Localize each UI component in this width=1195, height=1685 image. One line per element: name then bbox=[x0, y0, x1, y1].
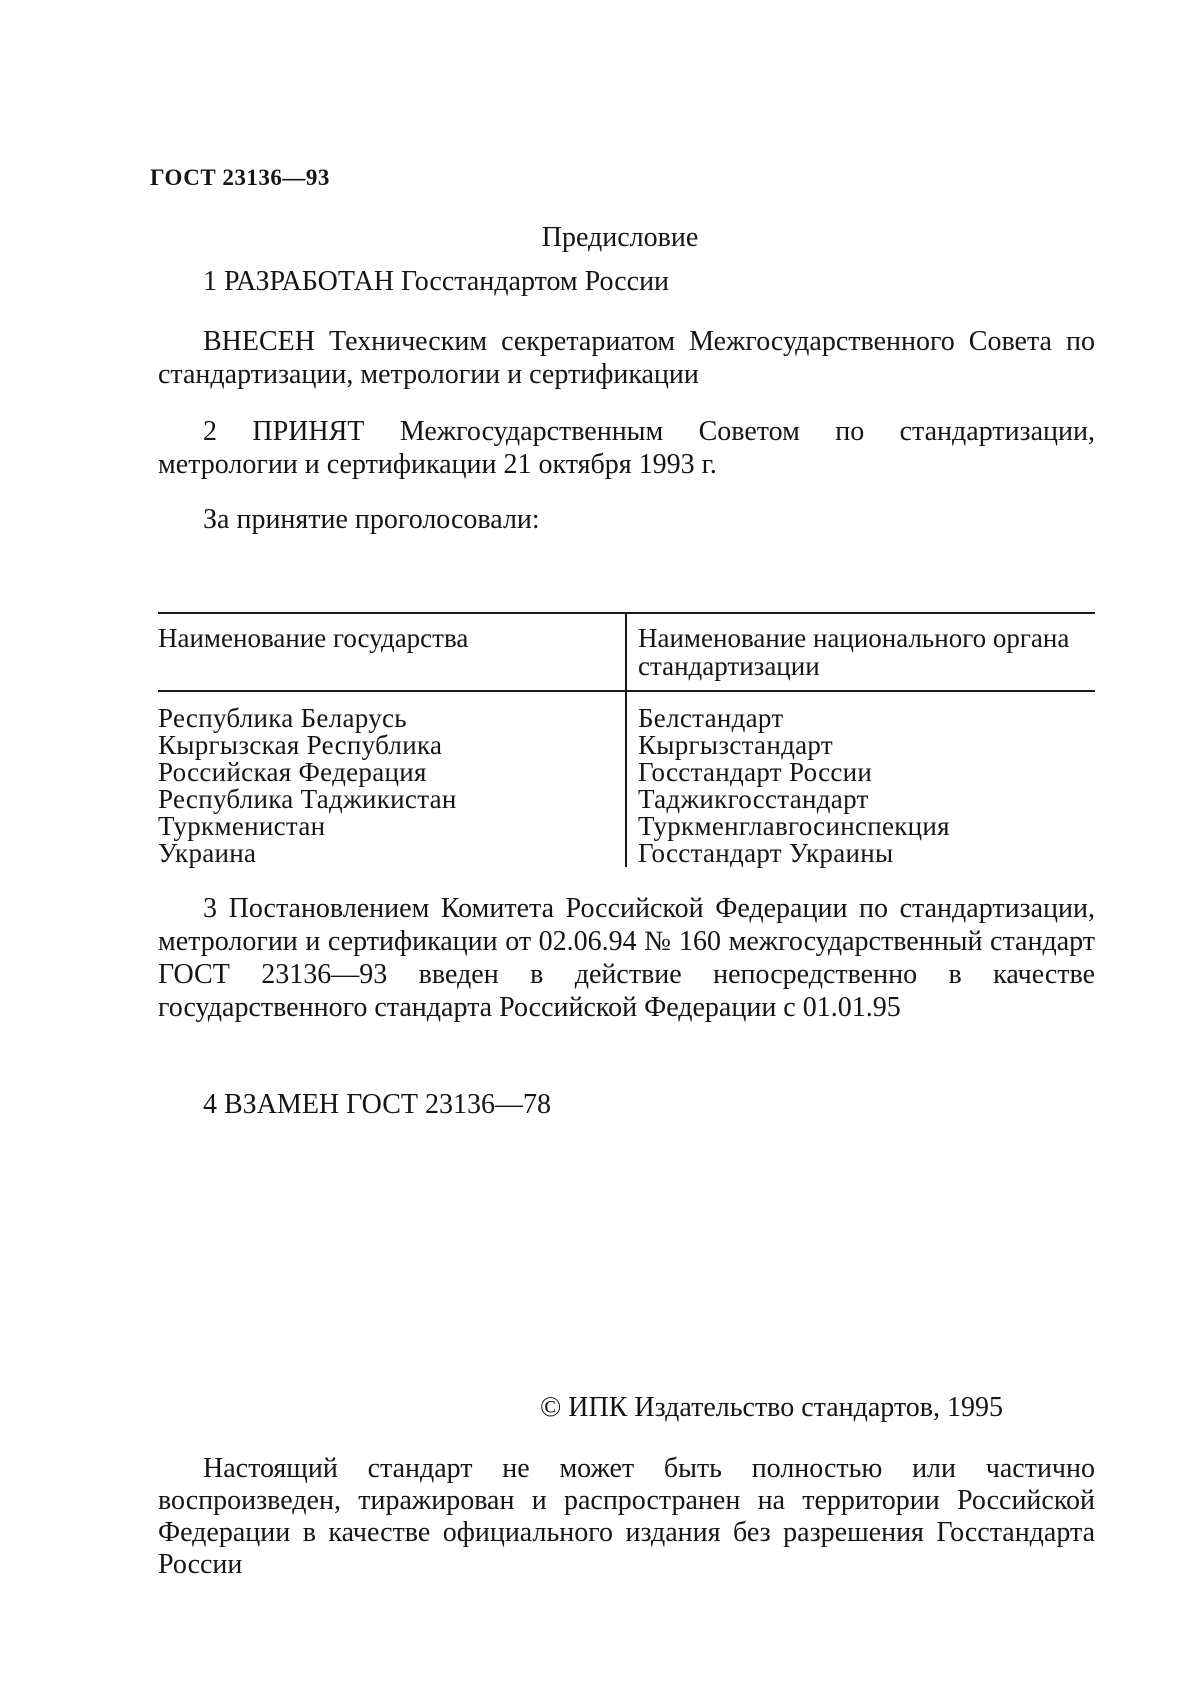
table-row-state: Российская Федерация bbox=[158, 757, 427, 787]
table-row-state: Украина bbox=[158, 838, 257, 868]
table-column-divider bbox=[625, 612, 627, 867]
table-row-body: Таджикгосстандарт bbox=[638, 784, 869, 814]
item-1-developed: 1 РАЗРАБОТАН Госстандартом России bbox=[203, 266, 670, 297]
table-row-state: Республика Беларусь bbox=[158, 703, 407, 733]
table-row-body: Госстандарт России bbox=[638, 757, 873, 787]
table-header-rule bbox=[158, 690, 1095, 692]
introduced-paragraph: ВНЕСЕН Техническим секретариатом Межгосударственного Совета по стандартизации, метрологии и сертификации bbox=[158, 326, 1095, 390]
copyright-line: © ИПК Издательство стандартов, 1995 bbox=[540, 1392, 1004, 1423]
voting-table bbox=[158, 612, 1095, 867]
states-column bbox=[158, 705, 457, 867]
table-row-body: Туркменглавгосинспекция bbox=[638, 811, 950, 841]
table-row-state: Туркменистан bbox=[158, 811, 326, 841]
bodies-column bbox=[638, 705, 950, 867]
voted-label: За принятие проголосовали: bbox=[203, 504, 540, 535]
page-title: Предисловие bbox=[541, 222, 699, 253]
header-standards-body: Наименование национального органа стандартизации bbox=[638, 623, 1070, 681]
reproduction-notice: Настоящий стандарт не может быть полностью или частично воспроизведен, тиражирован и распространен на территории Российской Федерации в качестве официального издания без разрешения Госстандарта России bbox=[158, 1453, 1095, 1580]
standard-code: ГОСТ 23136—93 bbox=[150, 165, 330, 190]
table-row-body: Кыргызстандарт bbox=[638, 730, 833, 760]
item-3-resolution: 3 Постановлением Комитета Российской Федерации по стандартизации, метрологии и сертификации от 02.06.94 № 160 межгосударственный стандарт ГОСТ 23136—93 введен в действие непосредственно в качестве государственного стандарта Российской Федерации с 01.01.95 bbox=[158, 893, 1095, 1023]
table-row-state: Кыргызская Республика bbox=[158, 730, 443, 760]
table-row-body: Белстандарт bbox=[638, 703, 784, 733]
item-2-adopted: 2 ПРИНЯТ Межгосударственным Советом по стандартизации, метрологии и сертификации 21 октября 1993 г. bbox=[158, 416, 1095, 480]
item-4-replaces: 4 ВЗАМЕН ГОСТ 23136—78 bbox=[203, 1089, 551, 1120]
header-state: Наименование государства bbox=[158, 623, 469, 653]
table-row-body: Госстандарт Украины bbox=[638, 838, 894, 868]
table-row-state: Республика Таджикистан bbox=[158, 784, 457, 814]
